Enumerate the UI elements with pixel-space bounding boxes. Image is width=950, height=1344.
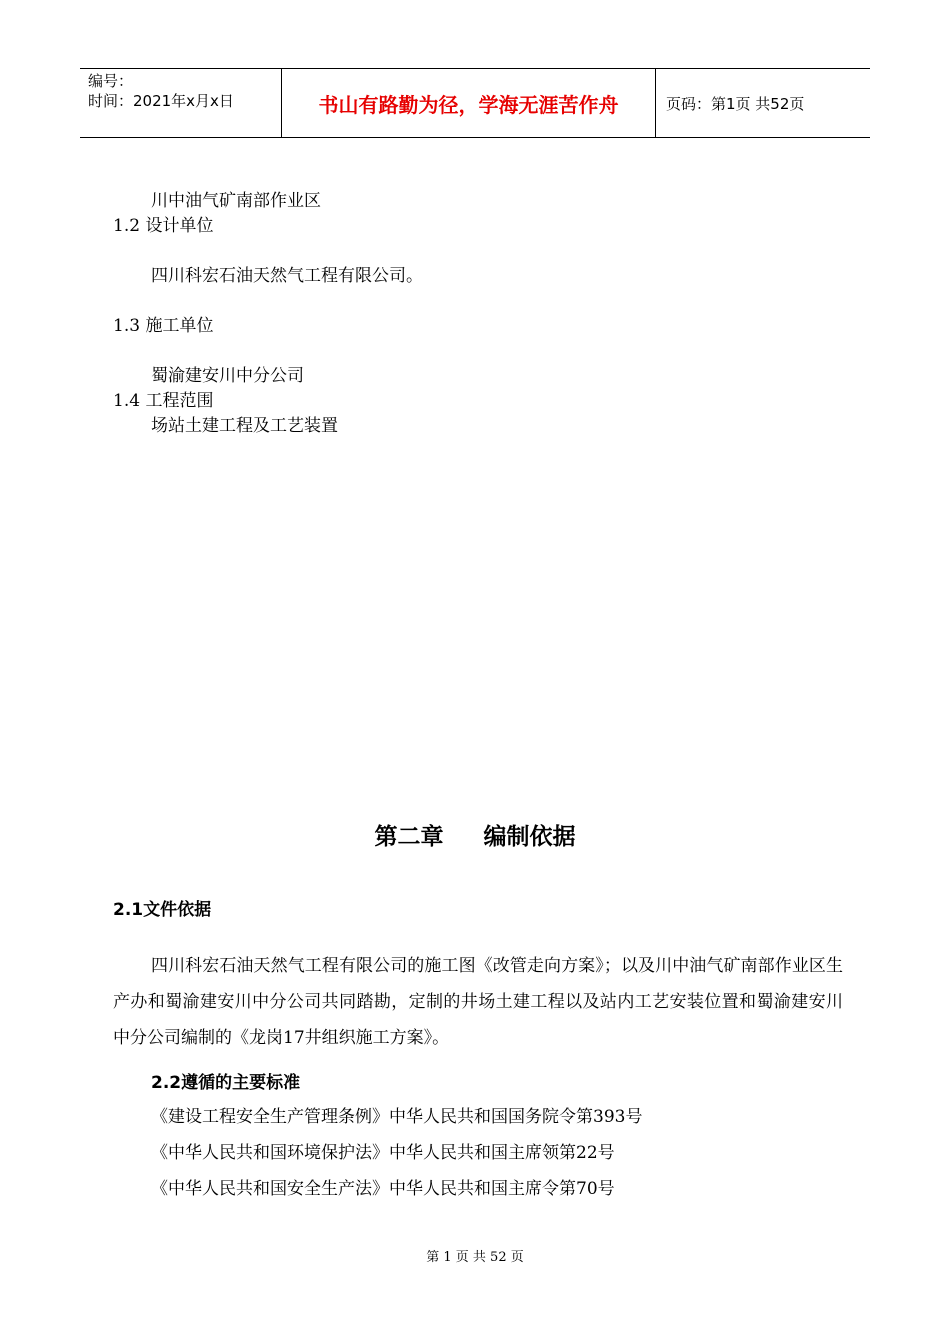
doc-time-label: 时间：2021年x月x日 xyxy=(88,92,234,110)
header-page-info: 页码：第1页 共52页 xyxy=(666,94,805,113)
section-2-1-paragraph: 四川科宏石油天然气工程有限公司的施工图《改管走向方案》；以及川中油气矿南部作业区生产办和蜀渝建安川中分公司共同踏勘，定制的井场土建工程以及站内工艺安装位置和蜀渝建安川中分公司编制的《龙岗17井组织施工方案》。 xyxy=(113,956,843,1048)
standard-item: 《中华人民共和国环境保护法》中华人民共和国主席领第22号 xyxy=(151,1143,615,1163)
section-1-3-heading: 1.3 施工单位 xyxy=(113,316,214,336)
section-1-4-heading: 1.4 工程范围 xyxy=(113,391,214,411)
standard-item: 《中华人民共和国安全生产法》中华人民共和国主席令第70号 xyxy=(151,1179,615,1199)
design-unit-value: 四川科宏石油天然气工程有限公司。 xyxy=(151,266,423,286)
chapter-title: 编制依据 xyxy=(483,824,576,850)
chapter-heading xyxy=(0,818,950,851)
header-meta xyxy=(80,69,282,137)
doc-number-label: 编号： xyxy=(88,72,134,90)
section-1-2-heading: 1.2 设计单位 xyxy=(113,216,214,236)
header-motto: 书山有路勤为径，学海无涯苦作舟 xyxy=(282,69,656,137)
chapter-number: 第二章 xyxy=(374,824,444,850)
client-value: 川中油气矿南部作业区 xyxy=(151,191,321,211)
section-2-2-heading: 2.2遵循的主要标准 xyxy=(151,1073,301,1093)
page-footer: 第 1 页 共 52 页 xyxy=(426,1250,524,1265)
standard-item: 《建设工程安全生产管理条例》中华人民共和国国务院令第393号 xyxy=(151,1107,643,1127)
construction-unit-value: 蜀渝建安川中分公司 xyxy=(151,366,304,386)
section-2-1-heading: 2.1文件依据 xyxy=(113,900,212,920)
scope-value: 场站土建工程及工艺装置 xyxy=(151,416,338,436)
page-header xyxy=(80,68,870,138)
